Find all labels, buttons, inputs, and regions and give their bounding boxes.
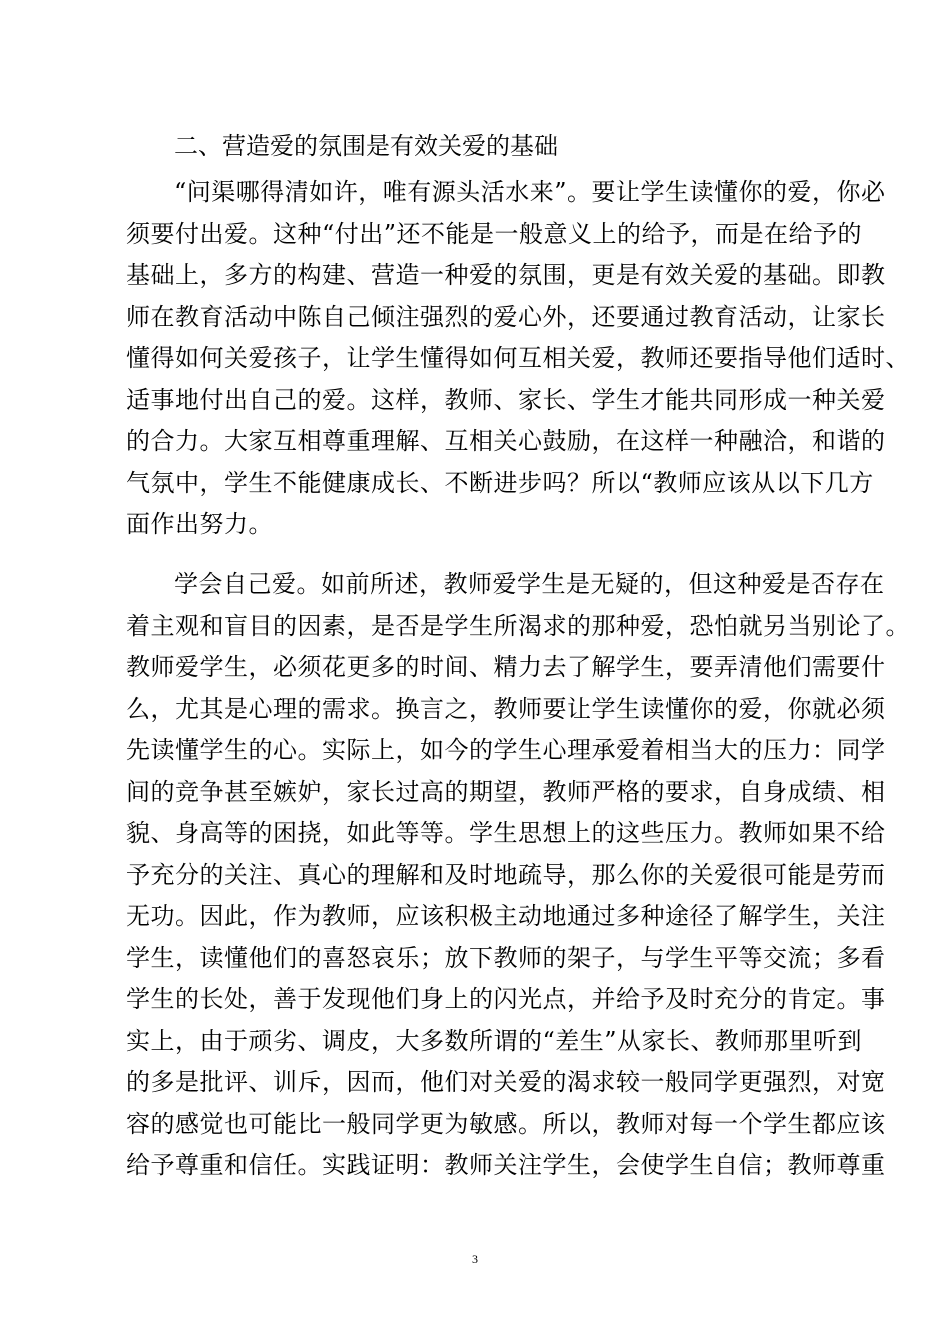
paragraph-text: [126, 172, 910, 546]
text-line: 无功。因此，作为教师，应该积极主动地通过多种途径了解学生，关注: [126, 902, 886, 930]
text-line: 学会自己爱。如前所述，教师爱学生是无疑的，但这种爱是否存在: [174, 570, 885, 598]
paragraph-2: [126, 564, 910, 1187]
text-line: 气氛中，学生不能健康成长、不断进步吗？所以“教师应该从以下几方: [126, 468, 874, 497]
section-heading: 二、营造爱的氛围是有效关爱的基础: [174, 132, 558, 160]
text-line: 须要付出爱。这种“付出”还不能是一般意义上的给予，而是在给予的: [126, 219, 863, 248]
text-line: 予充分的关注、真心的理解和及时地疏导，那么你的关爱很可能是劳而: [126, 860, 886, 889]
text-line: 间的竞争甚至嫉妒，家长过高的期望，教师严格的要求，自身成绩、相: [126, 777, 886, 806]
text-line: 着主观和盲目的因素，是否是学生所渴求的那种爱，恐怕就另当别论了。: [126, 611, 910, 640]
text-line: 么，尤其是心理的需求。换言之，教师要让学生读懂你的爱，你就必须: [126, 694, 886, 723]
text-line: 给予尊重和信任。实践证明：教师关注学生，会使学生自信；教师尊重: [126, 1151, 886, 1179]
text-line: 的合力。大家互相尊重理解、互相关心鼓励，在这样一种融洽，和谐的: [126, 427, 886, 455]
text-line: 基础上，多方的构建、营造一种爱的氛围，更是有效关爱的基础。即教: [126, 261, 886, 289]
text-line: 学生的长处，善于发现他们身上的闪光点，并给予及时充分的肯定。事: [126, 985, 886, 1013]
text-line: 适事地付出自己的爱。这样，教师、家长、学生才能共同形成一种关爱: [126, 385, 886, 414]
text-line: “问渠哪得清如许，唯有源头活水来”。要让学生读懂你的爱，你必: [174, 178, 886, 206]
text-line: 学生，读懂他们的喜怒哀乐；放下教师的架子，与学生平等交流；多看: [126, 943, 886, 972]
text-line: 先读懂学生的心。实际上，如今的学生心理承爱着相当大的压力：同学: [126, 736, 886, 764]
paragraph-text: [126, 564, 910, 1187]
paragraph-1: [126, 172, 910, 546]
text-line: 教师爱学生，必须花更多的时间、精力去了解学生，要弄清他们需要什: [126, 653, 886, 681]
page-number: 3: [472, 1252, 478, 1266]
text-line: 容的感觉也可能比一般同学更为敏感。所以，教师对每一个学生都应该: [126, 1109, 886, 1138]
text-line: 的多是批评、训斥，因而，他们对关爱的渴求较一般同学更强烈，对宽: [126, 1068, 886, 1096]
text-line: 貌、身高等的困挠，如此等等。学生思想上的这些压力。教师如果不给: [126, 819, 886, 847]
text-line: 师在教育活动中陈自己倾注强烈的爱心外，还要通过教育活动，让家长: [126, 302, 886, 331]
text-line: 面作出努力。: [126, 510, 273, 538]
text-line: 实上，由于顽劣、调皮，大多数所谓的“差生”从家长、教师那里听到: [126, 1026, 863, 1055]
text-line: 懂得如何关爱孩子，让学生懂得如何互相关爱，教师还要指导他们适时、: [126, 344, 910, 372]
